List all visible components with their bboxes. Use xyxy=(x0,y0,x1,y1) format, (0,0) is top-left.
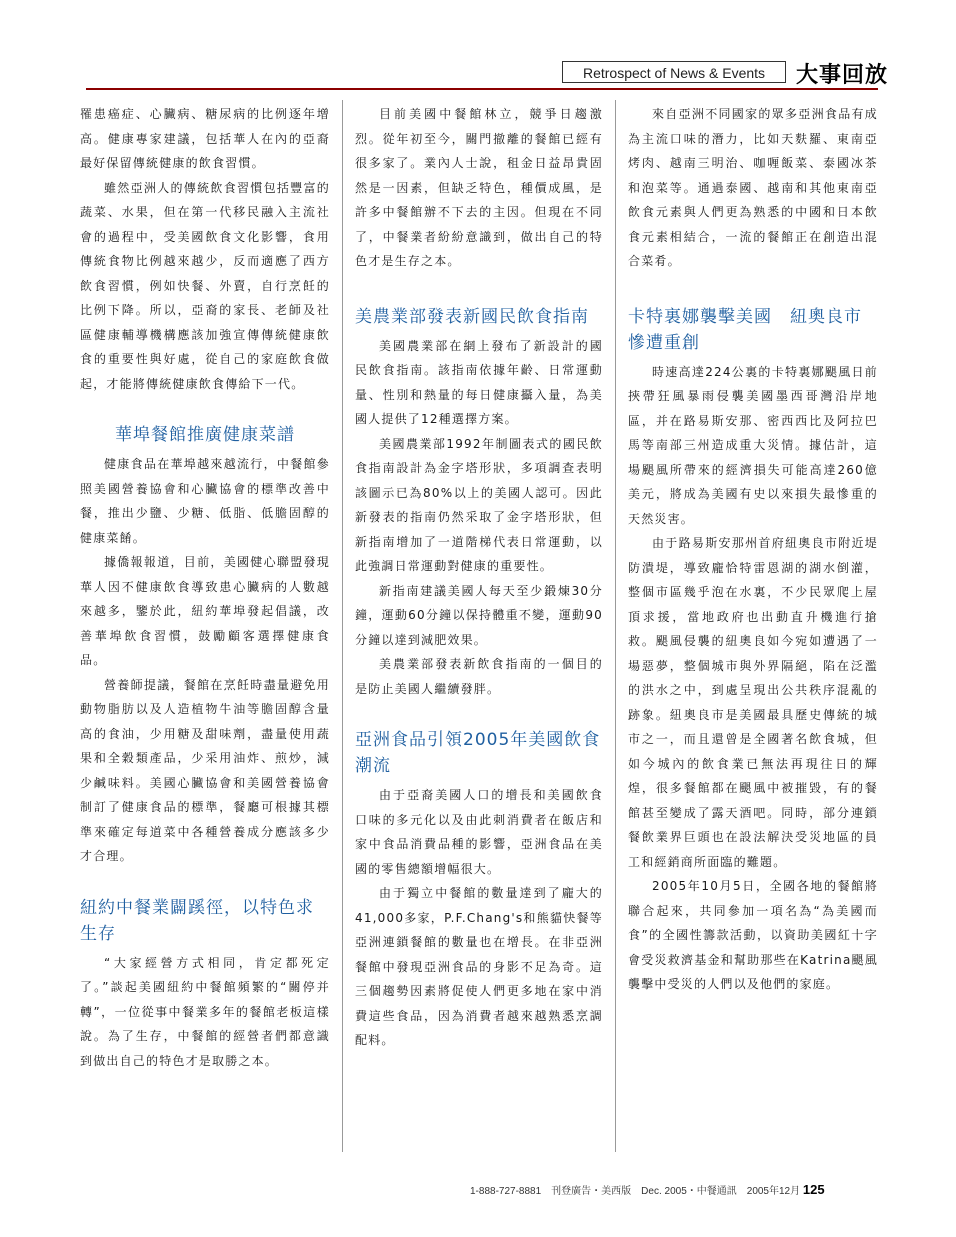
paragraph: 據僑報報道，目前，美國健心聯盟發現華人因不健康飲食導致患心臟病的人數越來越多，鑒於此，紐約華埠發起倡議，改善華埠飲食習慣，鼓勵顧客選擇健康食品。 xyxy=(80,555,330,667)
article-heading: 亞洲食品引領2005年美國飲食潮流 xyxy=(355,730,601,776)
paragraph: 美國農業部1992年制圖表式的國民飲食指南設計為金字塔形狀，多項調查表明該圖示已為80%以上的美國人認可。因此新發表的指南仍然采取了金字塔形狀，但新指南增加了一道階梯代表日常運動，以此強調日常運動對健康的重要性。 xyxy=(355,436,603,573)
article-heading: 卡特裏娜襲擊美國 紐奧良市慘遭重創 xyxy=(628,306,862,353)
paragraph: 2005年10月5日，全國各地的餐館將聯合起來，共同參加一項名為“為美國而食”的全國性籌款活動，以資助美國紅十字會受災救濟基金和幫助那些在Katrina颶風襲擊中受災的人們以及他們的家庭。 xyxy=(628,879,878,991)
page-header xyxy=(0,56,956,90)
paragraph: 雖然亞洲人的傳統飲食習慣包括豐富的蔬菜、水果，但在第一代移民融入主流社會的過程中，受美國飲食文化影響，食用傳統食物比例越來越少，反而適應了西方飲食習慣，例如快餐、外賣，自行烹飪的比例下降。所以，亞裔的家長、老師及社區健康輔導機構應該加強宣傳傳統健康飲食的重要性與好處，從自己的家庭飲食做起，才能將傳統健康飲食傳給下一代。 xyxy=(80,180,330,391)
paragraph: 罹患癌症、心臟病、糖尿病的比例逐年增高。健康專家建議，包括華人在內的亞裔最好保留傳統健康的飲食習慣。 xyxy=(80,107,330,170)
paragraph: 美國農業部在網上發布了新設計的國民飲食指南。該指南依據年齡、日常運動量、性別和熱量的每日健康攝入量，為美國人提供了12種選擇方案。 xyxy=(355,338,603,426)
footer-text: 1-888-727-8881 刊登廣告・美西版 Dec. 2005・中餐通訊 2005年12月 xyxy=(470,1186,801,1197)
column-3 xyxy=(628,102,878,997)
section-title-chinese: 大事回放 xyxy=(796,63,889,88)
paragraph: 目前美國中餐館林立，競爭日趨激烈。從年初至今，關門撤離的餐館已經有很多家了。業內人士說，租金日益昂貴固然是一因素，但缺乏特色，種價成風，是許多中餐館辦不下去的主因。但現在不同了，中餐業者紛紛意識到，做出自己的特色才是生存之本。 xyxy=(355,107,603,268)
article-heading: 紐約中餐業闢蹊徑，以特色求生存 xyxy=(80,897,314,944)
paragraph: 美農業部發表新飲食指南的一個目的是防止美國人繼續發胖。 xyxy=(355,657,603,696)
article-heading: 華埠餐館推廣健康菜譜 xyxy=(115,425,295,445)
paragraph: 健康食品在華埠越來越流行，中餐館參照美國營養協會和心臟協會的標準改善中餐，推出少鹽、少糖、低脂、低膽固醇的健康菜餚。 xyxy=(80,457,330,545)
page-footer xyxy=(470,1182,880,1197)
section-title-english: Retrospect of News & Events xyxy=(562,61,786,83)
page-number: 125 xyxy=(802,1182,825,1197)
paragraph: 時速高達224公裏的卡特裏娜颶風日前挾帶狂風暴雨侵襲美國墨西哥灣沿岸地區，并在路易斯安那、密西西比及阿拉巴馬等南部三州造成重大災情。據估計，這場颶風所帶來的經濟損失可能高達260億美元，將成為美國有史以來損失最慘重的天然災害。 xyxy=(628,364,878,526)
column-1 xyxy=(80,102,330,1073)
paragraph: 來自亞洲不同國家的眾多亞洲食品有成為主流口味的潛力，比如天麩羅、東南亞烤肉、越南三明治、咖喱飯菜、泰國冰茶和泡菜等。通過泰國、越南和其他東南亞飲食元素與人們更為熟悉的中國和日本飲食元素相結合，一流的餐館正在創造出混合菜肴。 xyxy=(628,107,878,268)
header-rule xyxy=(86,88,878,90)
paragraph: 由于亞裔美國人口的增長和美國飲食口味的多元化以及由此刺消費者在飯店和家中食品消費品種的影響，亞洲食品在美國的零售總額增幅很大。 xyxy=(355,788,603,876)
column-divider xyxy=(615,100,616,1152)
paragraph: 由于獨立中餐館的數量達到了龐大的41,000多家，P.F.Chang's和熊貓快餐等亞洲連鎖餐館的數量也在增長。在非亞洲餐館中發現亞洲食品的身影不足為奇。這三個趨勢因素將促使人們更多地在家中消費這些食品，因為消費者越來越熟悉烹調配料。 xyxy=(355,886,603,1047)
article-heading: 美農業部發表新國民飲食指南 xyxy=(355,306,589,327)
column-2 xyxy=(355,102,603,1053)
paragraph: “大家經營方式相同，肯定都死定了。”談起美國紐約中餐館頻繁的“關停并轉”，一位從事中餐業多年的餐館老板這樣說。為了生存，中餐館的經營者們都意識到做出自己的特色才是取勝之本。 xyxy=(80,955,330,1068)
paragraph: 新指南建議美國人每天至少鍛煉30分鐘，運動60分鐘以保持體重不變，運動90分鐘以達到減肥效果。 xyxy=(355,583,603,647)
paragraph: 營養師提議，餐館在烹飪時盡量避免用動物脂肪以及人造植物牛油等膽固醇含量高的食油，少用糖及甜味劑，盡量使用蔬果和全穀類產品，少采用油炸、煎炒，減少鹹味料。美國心臟協會和美國營養協會制訂了健康食品的標準，餐廳可根據其標準來確定每道菜中各種營養成分應該多少才合理。 xyxy=(80,677,330,863)
column-divider xyxy=(342,100,343,1152)
paragraph: 由于路易斯安那州首府紐奧良市附近堤防潰堤，導致龐恰特雷恩湖的湖水倒灌，整個市區幾乎泡在水裏，不少民眾爬上屋頂求援，當地政府也出動直升機進行搶救。颶風侵襲的紐奧良如今宛如遭遇了一場惡夢，整個城市與外界隔絕，陷在泛濫的洪水之中，到處呈現出公共秩序混亂的跡象。紐奧良市是美國最具歷史傳統的城市之一，而且還曾是全國著名飲食城，但如今城內的飲食業已無法再現往日的輝煌，很多餐館都在颶風中被摧毀，有的餐館甚至變成了露天酒吧。同時，部分連鎖餐飲業界巨頭也在設法解決受災地區的員工和經銷商所面臨的難題。 xyxy=(628,536,878,869)
